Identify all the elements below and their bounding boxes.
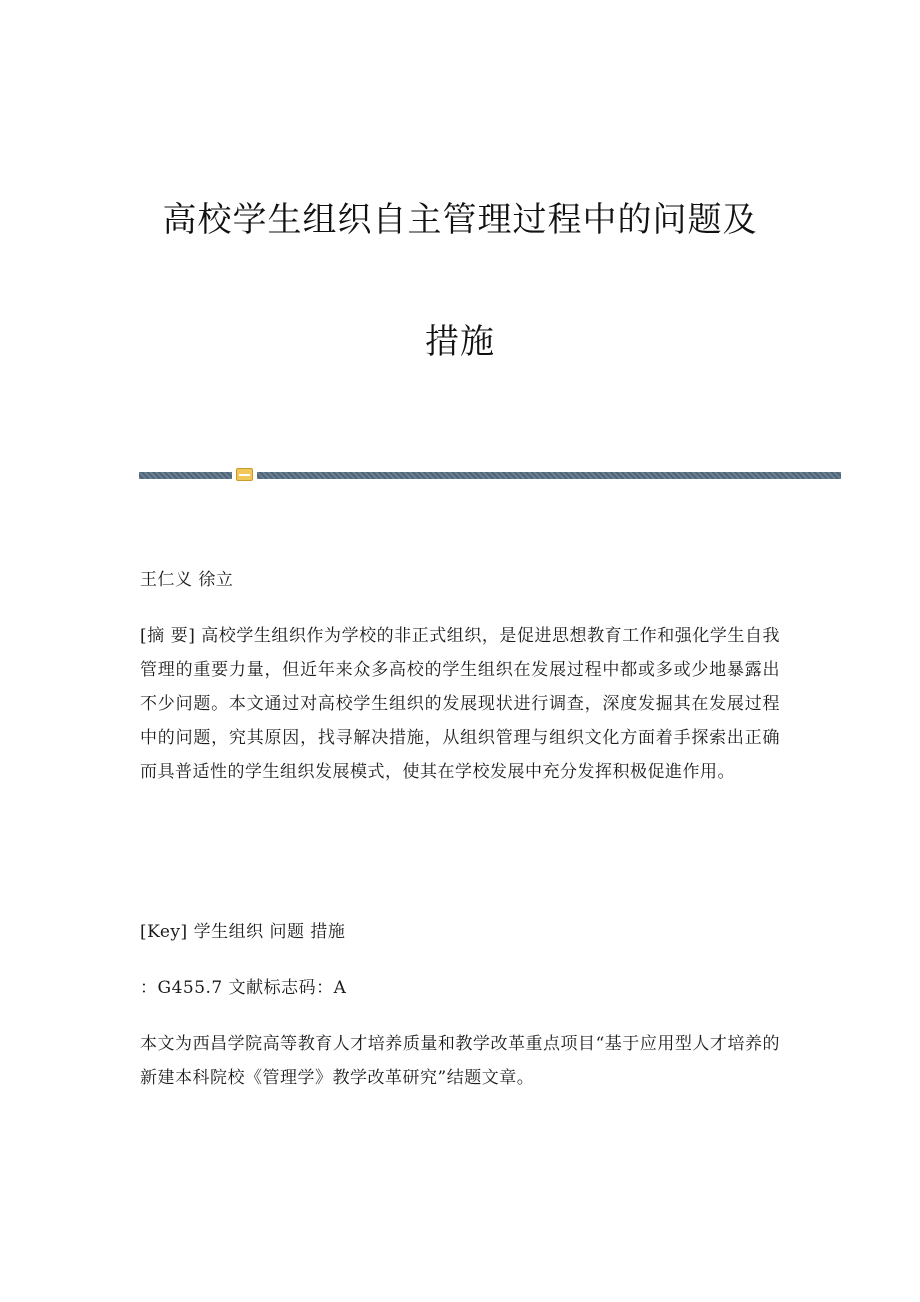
decorative-divider <box>139 468 841 482</box>
classification-code: ：G455.7 文献标志码：A <box>140 978 347 998</box>
authors: 王仁义 徐立 <box>140 570 234 590</box>
keywords: [Key] 学生组织 问题 措施 <box>140 922 346 942</box>
abstract: [摘 要] 高校学生组织作为学校的非正式组织，是促进思想教育工作和强化学生自我管理的重要力量，但近年来众多高校的学生组织在发展过程中都或多或少地暴露出不少问题。本文通过对高校学生组织的发展现状进行调查，深度发掘其在发展过程中的问题，究其原因，找寻解决措施，从组织管理与组织文化方面着手探索出正确而具普适性的学生组织发展模式，使其在学校发展中充分发挥积极促進作用。 <box>140 626 780 782</box>
document-title-line-1: 高校学生组织自主管理过程中的问题及 <box>162 200 758 240</box>
divider-bar-left <box>139 472 232 479</box>
envelope-ornament-icon <box>236 468 253 481</box>
document-title-line-2: 措施 <box>425 322 495 362</box>
funding-note: 本文为西昌学院高等教育人才培养质量和教学改革重点项目“基于应用型人才培养的新建本科院校《管理学》教学改革研究”结题文章。 <box>140 1034 780 1088</box>
divider-bar-right <box>257 472 841 479</box>
